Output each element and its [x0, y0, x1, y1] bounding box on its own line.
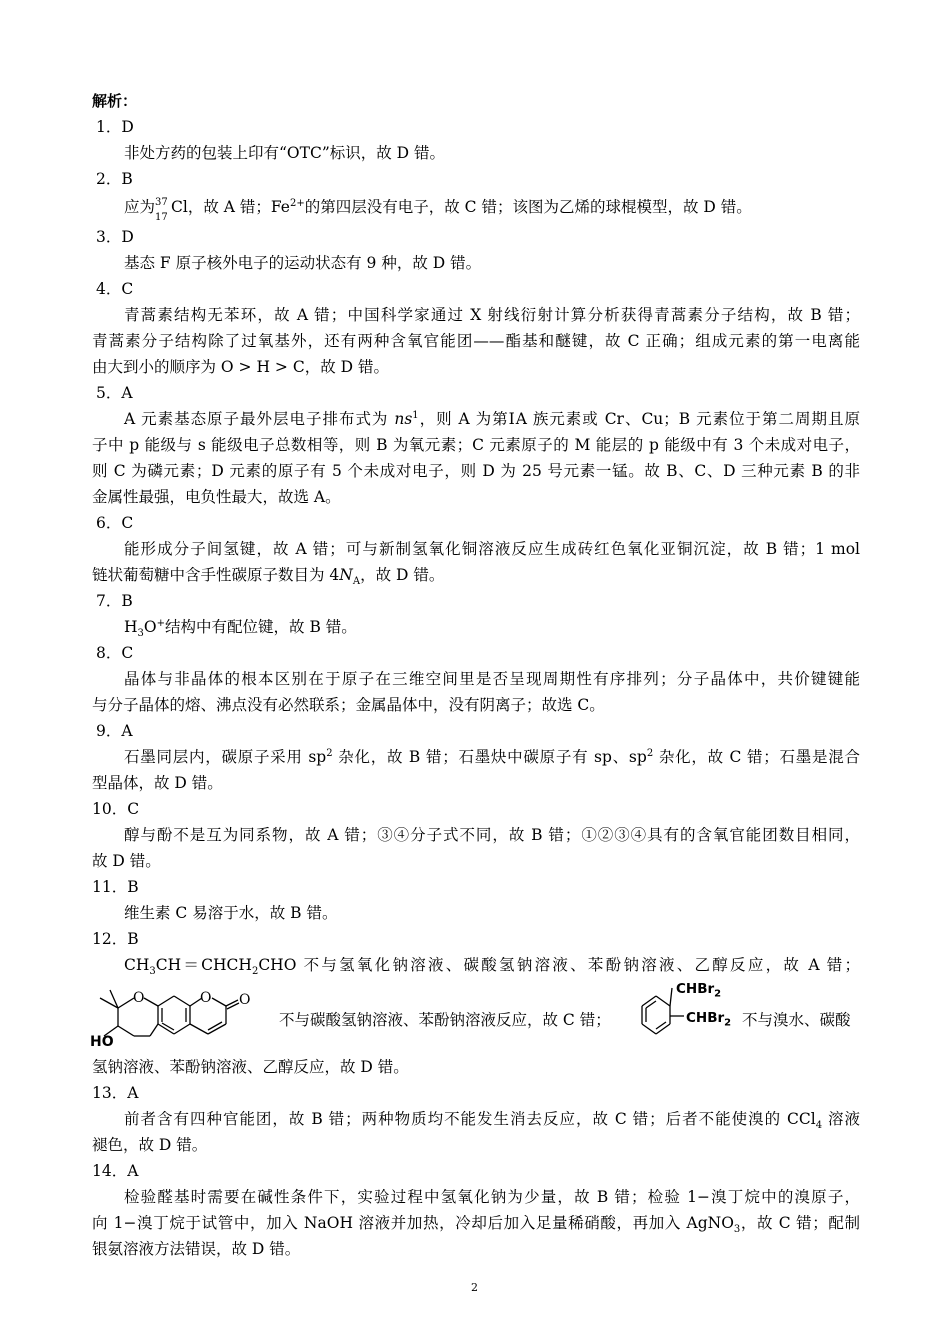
answer-12-line-1: $CH_3CH=CHCH_2CHO$ 不与氢氧化钠溶液、碳酸氢钠溶液、苯酚钠溶液、乙醇反应，故 A 错； [124, 956, 860, 978]
answer-9-line-2: 型晶体，故 D 错。 [92, 774, 223, 792]
answer-10-line-1: 醇与酚不是互为同系物，故 A 错；③④分子式不同，故 B 错；①②③④具有的含氧官能团数目相同， [124, 826, 860, 844]
answer-7-number: 7．B [96, 592, 133, 610]
answer-6-line-1: 能形成分子间氢键，故 A 错；可与新制氢氧化铜溶液反应生成砖红色氧化亚铜沉淀，故 B 错；1 mol [124, 540, 860, 558]
answer-10-number: 10．C [92, 800, 140, 818]
answer-11-number: 11．B [92, 878, 139, 896]
answer-9-line-1: 石墨同层内，碳原子采用 $sp^2$ 杂化，故 B 错；石墨炔中碳原子有 sp、$sp^2$ 杂化，故 C 错；石墨是混合 [124, 747, 860, 766]
answer-4-line-1: 青蒿素结构无苯环，故 A 错；中国科学家通过 X 射线衍射计算分析获得青蒿素分子结构，故 B 错； [124, 306, 860, 324]
answer-11-text: 维生素 C 易溶于水，故 B 错。 [124, 904, 338, 922]
answer-5-line-2: 子中 p 能级与 s 能级电子总数相等，则 B 为氧元素；C 元素原子的 M 能层的 p 能级中有 3 个未成对电子， [92, 436, 860, 454]
answer-12-mid-text-1: 不与碳酸氢钠溶液、苯酚钠溶液反应，故 C 错； [279, 1011, 611, 1029]
answer-5-number: 5．A [96, 384, 133, 402]
answer-14-number: 14．A [92, 1162, 139, 1180]
answer-1-number: 1．D [96, 118, 134, 136]
answer-9-number: 9．A [96, 722, 133, 740]
answer-4-line-3: 由大到小的顺序为 O > H > C，故 D 错。 [92, 358, 389, 376]
answer-13-line-2: 褪色，故 D 错。 [92, 1136, 208, 1154]
carbonyl-oxygen-label: O [239, 992, 251, 1008]
answer-13-line-1: 前者含有四种官能团，故 B 错；两种物质均不能发生消去反应，故 C 错；后者不能使溴的 CCl$_4$ 溶液 [124, 1110, 860, 1132]
answer-2-text: 应为 37 17 Cl，故 A 错；$Fe^{2+}$的第四层没有电子，故 C 错；该图为乙烯的球棍模型，故 D 错。 [124, 197, 752, 223]
hydroxyl-label: HO [90, 1034, 114, 1050]
answer-14-line-1: 检验醛基时需要在碱性条件下，实验过程中氢氧化钠为少量，故 B 错；检验 1−溴丁烷中的溴原子， [124, 1188, 860, 1206]
answer-14-line-2: 向 1−溴丁烷于试管中，加入 NaOH 溶液并加热，冷却后加入足量稀硝酸，再加入 AgNO$_3$，故 C 错；配制 [92, 1214, 860, 1236]
answer-10-line-2: 故 D 错。 [92, 852, 161, 870]
ring-oxygen-label-1: O [133, 990, 145, 1006]
answer-12-mid-text-2: 不与溴水、碳酸 [742, 1011, 851, 1029]
chromene-molecule-structure [88, 980, 278, 1050]
answer-5-line-1: A 元素基态原子最外层电子排布式为 $ns^1$，则 A 为第ⅠA 族元素或 Cr、Cu；B 元素位于第二周期且原 [124, 409, 860, 428]
answer-5-line-4: 金属性最强，电负性最大，故选 A。 [92, 488, 341, 506]
answer-4-number: 4．C [96, 280, 134, 298]
heading: 解析： [92, 92, 138, 110]
answer-3-number: 3．D [96, 228, 134, 246]
answer-12-number: 12．B [92, 930, 139, 948]
answer-14-line-3: 银氨溶液方法错误，故 D 错。 [92, 1240, 301, 1258]
answer-12-line-3: 氢钠溶液、苯酚钠溶液、乙醇反应，故 D 错。 [92, 1058, 409, 1076]
answer-7-text: $H_3O^+$结构中有配位键，故 B 错。 [124, 617, 357, 640]
isotope-notation: 37 17 [155, 197, 168, 223]
answer-8-line-2: 与分子晶体的熔、沸点没有必然联系；金属晶体中，没有阴离子；故选 C。 [92, 696, 605, 714]
answer-2-number: 2．B [96, 170, 133, 188]
page-number: 2 [471, 1281, 478, 1294]
ring-oxygen-label-2: O [200, 990, 212, 1006]
answer-3-text: 基态 F 原子核外电子的运动状态有 9 种，故 D 错。 [124, 254, 482, 272]
answer-8-number: 8．C [96, 644, 134, 662]
answer-4-line-2: 青蒿素分子结构除了过氧基外，还有两种含氧官能团——酯基和醚键，故 C 正确；组成元素的第一电离能 [92, 332, 860, 350]
answer-13-number: 13．A [92, 1084, 139, 1102]
answer-5-line-3: 则 C 为磷元素；D 元素的原子有 5 个未成对电子，则 D 为 25 号元素一锰。故 B、C、D 三种元素 B 的非 [92, 462, 860, 480]
chbr2-top-label: CHBr$_2$ [676, 981, 722, 1000]
chbr2-right-label: CHBr$_2$ [686, 1010, 732, 1029]
answer-1-text: 非处方药的包装上印有“OTC”标识，故 D 错。 [124, 144, 446, 162]
answer-6-line-2: 链状葡萄糖中含手性碳原子数目为 $4N_A$，故 D 错。 [92, 566, 445, 588]
answer-8-line-1: 晶体与非晶体的根本区别在于原子在三维空间里是否呈现周期性有序排列；分子晶体中，共价键键能 [124, 670, 860, 688]
answer-6-number: 6．C [96, 514, 134, 532]
